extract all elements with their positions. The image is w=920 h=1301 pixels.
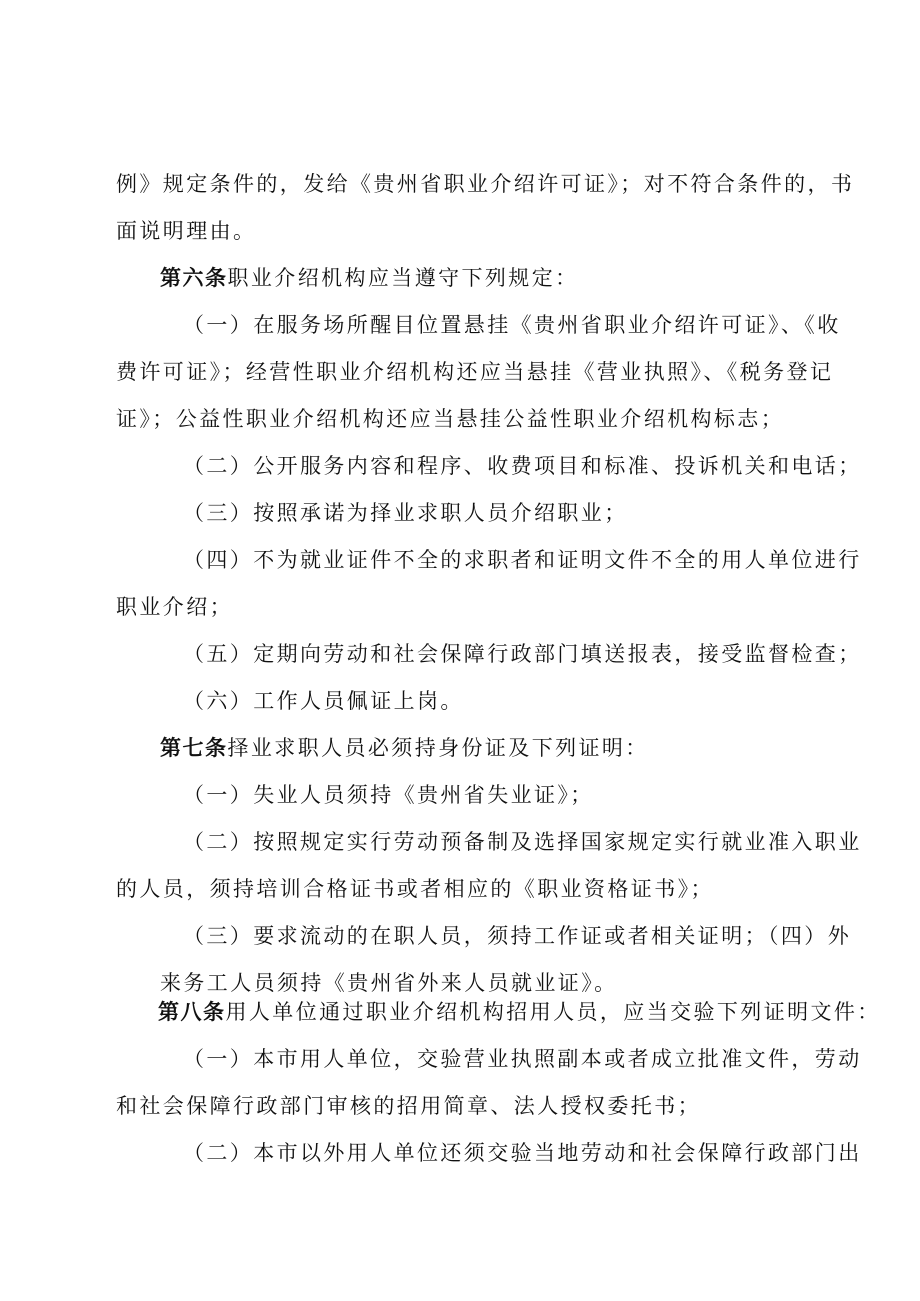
article-text: 择业求职人员必须持身份证及下列证明： [227, 736, 649, 760]
text-line: 和社会保障行政部门审核的招用简章、法人授权委托书； [116, 1094, 701, 1118]
text-line: 面说明理由。 [116, 219, 257, 243]
text-line: （六）工作人员佩证上岗。 [183, 689, 464, 713]
article-6-heading [160, 264, 579, 292]
text-line: （二）公开服务内容和程序、收费项目和标准、投诉机关和电话； [183, 454, 862, 478]
text-line: （一）在服务场所醒目位置悬挂《贵州省职业介绍许可证》、《收 [183, 313, 841, 337]
text-line: （三）要求流动的在职人员，须持工作证或者相关证明；（四）外 [183, 924, 852, 948]
article-7-heading [160, 734, 649, 762]
text-line: 费许可证》；经营性职业介绍机构还应当悬挂《营业执照》、《税务登记 [116, 360, 834, 384]
text-line: 来务工人员须持《贵州省外来人员就业证》。 [160, 971, 618, 995]
text-line: 的人员，须持培训合格证书或者相应的《职业资格证书》； [116, 877, 714, 901]
text-line: 例》规定条件的，发给《贵州省职业介绍许可证》；对不符合条件的，书 [116, 172, 855, 196]
text-line: （五）定期向劳动和社会保障行政部门填送报表，接受监督检查； [183, 642, 862, 666]
article-number: 第六条 [160, 266, 228, 290]
text-line: （一）失业人员须持《贵州省失业证》； [183, 783, 594, 807]
text-line: （四）不为就业证件不全的求职者和证明文件不全的用人单位进行 [183, 548, 862, 572]
text-line: （二）按照规定实行劳动预备制及选择国家规定实行就业准入职业 [183, 830, 862, 854]
article-8-heading [158, 998, 881, 1026]
article-number: 第七条 [160, 736, 228, 760]
text-line: 职业介绍； [116, 595, 233, 619]
article-number: 第八条 [158, 1000, 226, 1024]
article-text: 用人单位通过职业介绍机构招用人员，应当交验下列证明文件： [225, 1000, 881, 1024]
text-line: （二）本市以外用人单位还须交验当地劳动和社会保障行政部门出 [183, 1141, 862, 1165]
article-text: 职业介绍机构应当遵守下列规定： [227, 266, 579, 290]
text-line: （一）本市用人单位，交验营业执照副本或者成立批准文件，劳动 [183, 1047, 862, 1071]
text-line: 证》；公益性职业介绍机构还应当悬挂公益性职业介绍机构标志； [116, 407, 785, 431]
text-line: （三）按照承诺为择业求职人员介绍职业； [183, 501, 628, 525]
